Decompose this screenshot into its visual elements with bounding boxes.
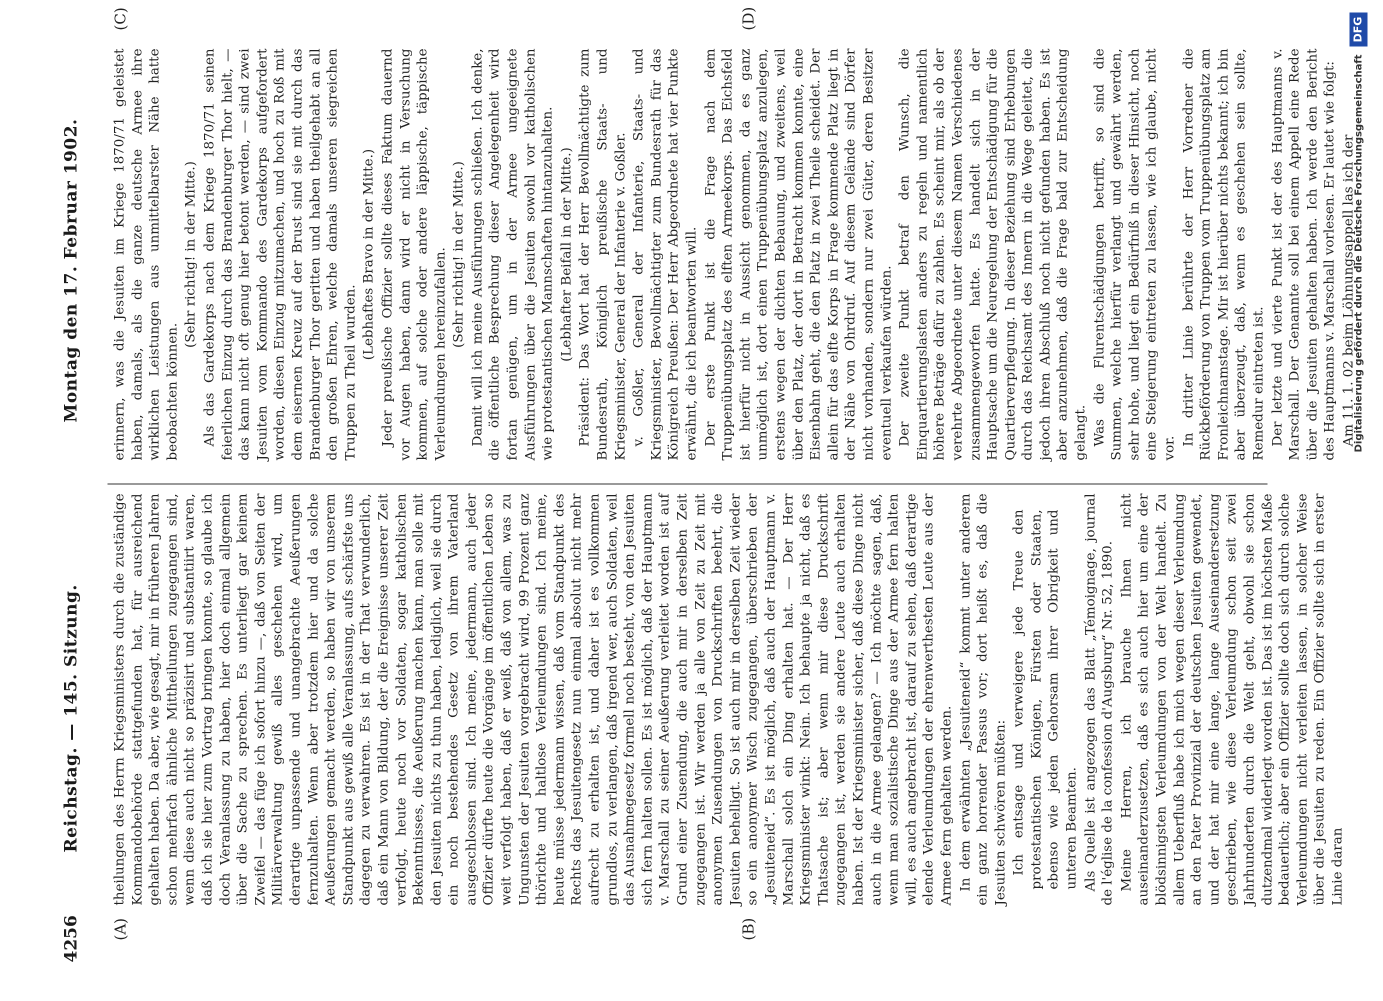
right-text-column (112, 48, 1357, 461)
interjection: (Lebhafter Beifall in der Mitte.) (559, 147, 575, 362)
paragraph: erinnern, was die Jesuiten im Kriege 1870/71 geleistet haben, damals, als die ganze deutsche Armee ihre wirklichen Leistungen aus unmittelbarster Nähe hatte beobachten können. (112, 48, 181, 461)
interjection: (Sehr richtig! in der Mitte.) (183, 161, 199, 348)
paragraph: Am 11. 1. 02 beim Löhnungsappell las ich der (1341, 134, 1357, 447)
page-number: 4256 (61, 915, 82, 963)
funding-notice: Digitalisierung gefördert durch die Deutsche Forschungsgemeinschaft (1353, 54, 1365, 453)
page-header (62, 33, 92, 963)
margin-marker-b: (B) (739, 917, 758, 941)
paragraph: Der zweite Punkt betraf den Wunsch, die Einquartierungslasten anders zu regeln und namentlich höhere Beträge dafür zu zahlen. Es scheint mir, als ob der verehrte Abgeordnete unter diesem Namen Verschiedenes zusammengeworfen hatte. Es handelt sich in der Hauptsache um die Neuregelung der Entschädigung für die Quartierverpflegung. In dieser Beziehung sind Erhebungen durch das Reichsamt des Innern in die Wege geleitet, die jedoch ihren Abschluß noch nicht gefunden haben. Es ist aber anzunehmen, daß die Frage bald zur Entscheidung gelangt. (897, 48, 1089, 461)
paragraph: Als das Gardekorps nach dem Kriege 1870/71 seinen feierlichen Einzug durch das Brandenburger Thor hielt, — das kann nicht oft genug hier betont werden, — sind zwei Jesuiten vom Kommando des Gardekorps aufgefordert worden, diesen Einzug mitzumachen, und hoch zu Roß mit dem eisernen Kreuz auf der Brust sind sie mit durch das Brandenburger Thor geritten und haben theilgehabt an all den großen Ehren, welche damals unseren siegreichen Truppen zu Theil wurden. (202, 48, 359, 461)
paragraph: Der erste Punkt ist die Frage nach dem Truppenübungsplatz des elften Armeekorps. Das Eichsfeld ist hierfür nicht in Aussicht genommen, da es ganz unmöglich ist, dort einen Truppenübungsplatz anzulegen, erstens wegen der dichten Bebauung, und zweitens, weil über den Platz, der dort in Betracht kommen konnte, eine Eisenbahn geht, die den Platz in zwei Theile scheidet. Der allein für das elfte Korps in Frage kommende Platz liegt in der Nähe von Ohrdruf. Auf diesem Gelände sind Dörfer nicht vorhanden, sondern nur zwei Güter, deren Besitzer eventuell verkaufen würden. (703, 48, 895, 461)
paragraph: theilungen des Herrn Kriegsministers durch die zuständige Kommandobehörde stattgefunden hat, für ausreichend gehalten haben. Da aber, wie gesagt, mir in früheren Jahren schon mehrfach ähnliche Mittheilungen zugegangen sind, wenn diese auch nicht so präzisirt und substantiirt waren, daß ich sie hier zum Vortrag bringen konnte, so glaube ich doch Veranlassung zu haben, hier doch einmal allgemein über die Sache zu sprechen. Es unterliegt gar keinem Zweifel — das füge ich sofort hinzu —, daß von Seiten der Militärverwaltung gewiß alles geschehen wird, um derartige unpassende und unangebrachte Aeußerungen fernzuhalten. Wenn aber trotzdem hier und da solche Aeußerungen gemacht werden, so haben wir von unserem Standpunkt aus gewiß alle Veranlassung, aufs schärfste uns dagegen zu verwahren. Es ist in der That verwunderlich, daß ein Mann von Bildung, der die Ereignisse unserer Zeit verfolgt, heute noch vor Soldaten, sogar katholischen Bekenntnisses, die Aeußerung machen kann, man solle mit den Jesuiten nichts zu thun haben, lediglich, weil sie durch ein noch bestehendes Gesetz von ihrem Vaterland ausgeschlossen sind. Ich meine, jedermann, auch jeder Offizier dürfte heute die Vorgänge im öffentlichen Leben so weit verfolgt haben, daß er weiß, daß von allem, was zu Ungunsten der Jesuiten vorgebracht wird, 99 Prozent ganz thörichte und haltlose Verleumdungen sind. Ich meine, heute müsse jedermann wissen, daß vom Standpunkt des Rechts das Jesuitengesetz nun einmal absolut nicht mehr aufrecht zu erhalten ist, und daher ist es vollkommen grundlos, zu verlangen, daß irgend wer, auch Soldaten, weil das Ausnahmegesetz formell noch besteht, von den Jesuiten sich fern halten sollen. Es ist möglich, daß der Hauptmann v. Marschall zu seiner Aeußerung verleitet worden ist auf Grund einer Zusendung, die auch mir in derselben Zeit zugegangen ist. Wir werden ja alle von Zeit zu Zeit mit anonymen Zusendungen von Druckschriften beehrt, die Jesuiten behelligt. So ist auch mir in derselben Zeit wieder so ein anonymer Wisch zugegangen, überschrieben der „Jesuiteneid“. Es ist möglich, daß auch der Hauptmann v. Marschall solch ein Ding erhalten hat. — Der Herr Kriegsminister winkt: Nein. Ich behaupte ja nicht, daß es Thatsache ist; aber wenn mir diese Druckschrift zugegangen ist, werden sie andere Leute auch erhalten haben. Ist der Kriegsminister sicher, daß diese Dinge nicht auch in die Armee gelangen? — Ich möchte sagen, daß, wenn man sozialistische Dinge aus der Armee fern halten will, es auch angebracht ist, darauf zu sehen, daß derartige elende Verleumdungen der ehrenwerthesten Leute aus der Armee fern gehalten werden. (112, 493, 955, 906)
header-date: Montag den 17. Februar 1902. (61, 118, 82, 423)
document-page (0, 1, 1383, 1001)
header-title: Reichstag. — 145. Sitzung. (61, 584, 82, 853)
paragraph: Als Quelle ist angezogen das Blatt „Témoignage, journal de l'église de la confession d'Augsburg“ Nr. 52, 1890. (1083, 493, 1116, 906)
margin-marker-a: (A) (111, 917, 130, 941)
paragraph: Der letzte und vierte Punkt ist der des Hauptmanns v. Marschall. Der Genannte soll bei einem Appell eine Rede über die Jesuiten gehalten haben. Ich werde den Bericht des Hauptmanns v. Marschall vorlesen. Er lautet wie folgt: (1270, 48, 1338, 461)
paragraph: Jeder preußische Offizier sollte dieses Faktum dauernd vor Augen haben, dann wird er nicht in Versuchung kommen, auf solche oder andere läppische, täppische Verleumdungen hereinzufallen. (380, 48, 449, 461)
quoted-oath: Ich entsage und verweigere jede Treue den protestantischen Königen, Fürsten oder Staaten, ebenso wie jeden Gehorsam ihrer Obrigkeit und unteren Beamten. (1011, 509, 1080, 890)
paragraph: Meine Herren, ich brauche Ihnen nicht auseinanderzusetzen, daß es sich auch hier um eine der blödsinnigsten Verleumdungen von der Welt handelt. Zu allem Ueberfluß habe ich mich wegen dieser Verleumdung an den Pater Provinzial der deutschen Jesuiten gewendet, und der hat mir eine lange, lange Auseinandersetzung geschrieben, wie diese Verleumdung schon seit zwei Jahrhunderten durch die Welt geht, obwohl sie schon dutzendmal widerlegt worden ist. Das ist im höchsten Maße bedauerlich; aber ein Offizier sollte doch sich durch solche Verleumdungen nicht verleiten lassen, in solcher Weise über die Jesuiten zu reden. Ein Offizier sollte sich in erster Linie daran (1119, 493, 1346, 906)
paragraph: Damit will ich meine Ausführungen schließen. Ich denke, die öffentliche Besprechung dieser Angelegenheit wird fortan genügen, um in der Armee ungeeignete Ausführungen über die Jesuiten sowohl vor katholischen wie protestantischen Mannschaften hintanzuhalten. (470, 48, 556, 461)
paragraph: In dritter Linie berührte der Herr Vorredner die Rückbeförderung von Truppen vom Truppenübungsplatz am Fronleichnamstage. Mir ist hierüber nichts bekannt; ich bin aber überzeugt, daß, wenn es geschehen sein sollte, Remedur eintreten ist. (1181, 48, 1267, 461)
dfg-logo: DFG (1350, 13, 1368, 47)
paragraph: In dem erwähnten „Jesuiteneid“ kommt unter anderem ein ganz horrender Passus vor; dort heißt es, daß die Jesuiten schwören müßten: (958, 493, 1009, 906)
speaker-paragraph: v. Goßler, General der Infanterie, Staats- und Kriegsminister, Bevollmächtigter zum Bundesrath für das Königreich Preußen: Der Herr Abgeordnete hat vier Punkte erwähnt, die ich beantworten will. (631, 48, 700, 461)
left-text-column (112, 493, 1346, 906)
margin-marker-d: (D) (739, 6, 758, 31)
speaker-paragraph: Präsident: Das Wort hat der Herr Bevollmächtigte zum Bundesrath, Königlich preußische Staats- und Kriegsminister, General der Infanterie v. Goßler. (577, 48, 629, 461)
paragraph: Was die Flurentschädigungen betrifft, so sind die Summen, welche hierfür verlangt und gewährt werden, sehr hohe, und liegt ein Bedürfniß in dieser Hinsicht, noch eine Steigerung eintreten zu lassen, wie ich glaube, nicht vor. (1092, 48, 1178, 461)
interjection: (Sehr richtig! in der Mitte.) (451, 161, 467, 348)
interjection: (Lebhaftes Bravo in der Mitte.) (361, 148, 377, 361)
digitization-footer (1348, 11, 1374, 991)
column-divider (108, 484, 1268, 485)
margin-marker-c: (C) (111, 7, 130, 31)
